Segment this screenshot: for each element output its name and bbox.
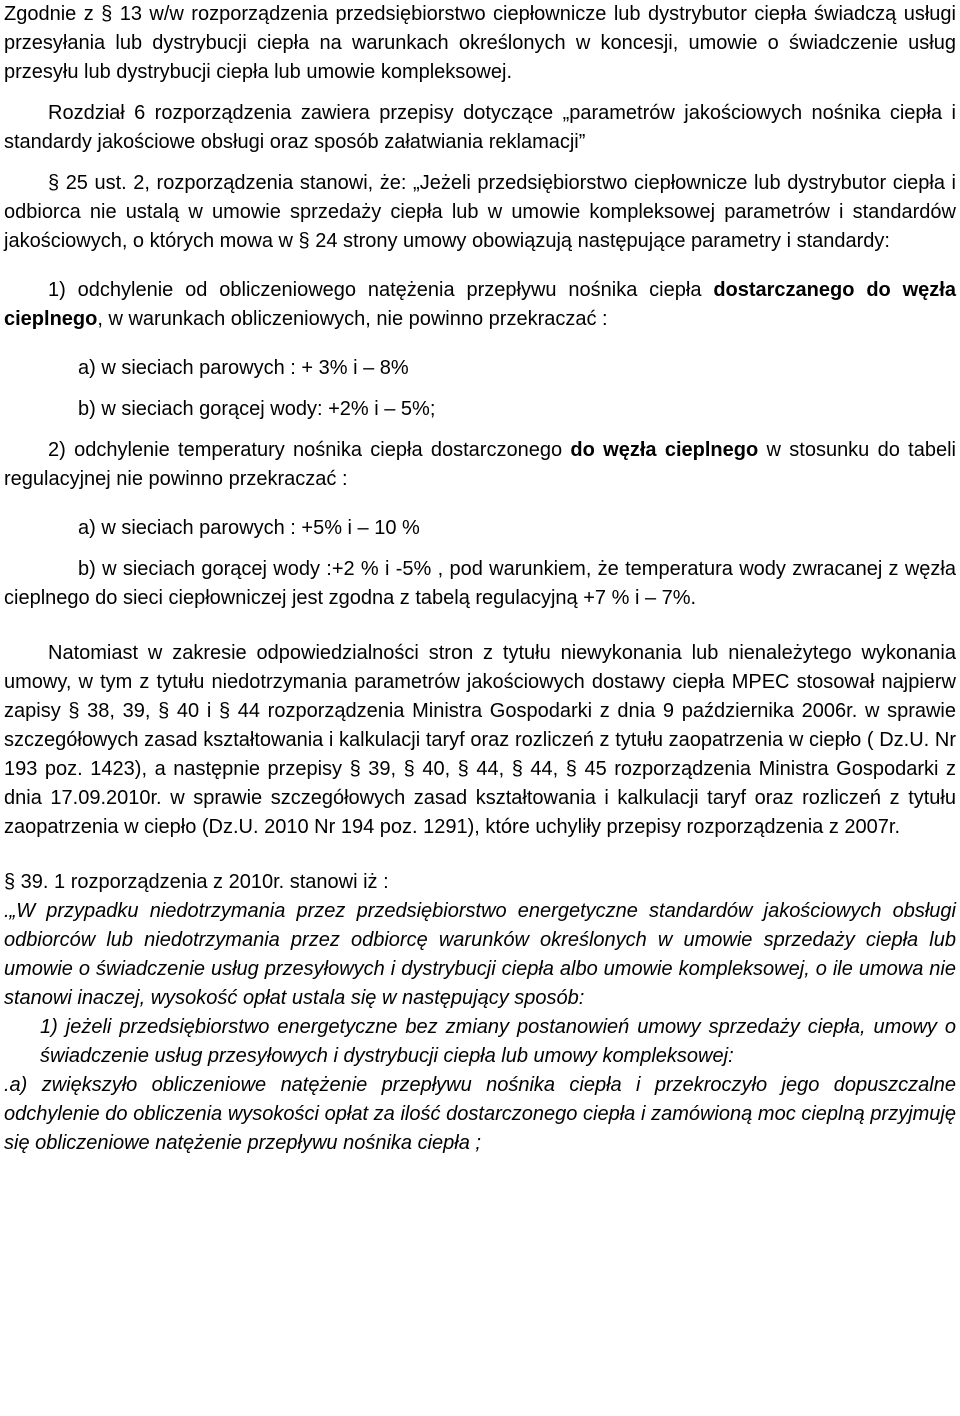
list-item-1a: a) w sieciach parowych : + 3% i – 8% (78, 357, 409, 379)
list-item-1-text-cont: , w warunkach obliczeniowych, nie powinno przekraczać : (97, 308, 608, 330)
paragraph-koncesja: Zgodnie z § 13 w/w rozporządzenia przedsiębiorstwo ciepłownicze lub dystrybutor ciepła świadczą usługi przesyłania lub dystrybucji ciepła na warunkach określonych w koncesji, umowie o świadczenie usług przesyłu lub dystrybucji ciepła lub umowie kompleksowej. (4, 3, 956, 83)
list-item-2b: b) w sieciach gorącej wody :+2 % i -5% , pod warunkiem, że temperatura wody zwracanej z węzła cieplnego do sieci ciepłowniczej jest zgodna z tabelą regulacyjną +7 % i – 7%. (4, 558, 956, 609)
quote-item-1: 1) jeżeli przedsiębiorstwo energetyczne bez zmiany postanowień umowy sprzedaży ciepła, umowy o świadczenie usług przesyłowych i dystrybucji ciepła lub umowy kompleksowej: (40, 1016, 956, 1067)
paragraph-par-39: § 39. 1 rozporządzenia z 2010r. stanowi iż : (4, 871, 389, 893)
paragraph-par-25: § 25 ust. 2, rozporządzenia stanowi, że: „Jeżeli przedsiębiorstwo ciepłownicze lub dystrybutor ciepła i odbiorca nie ustalą w umowie sprzedaży ciepła lub w umowie kompleksowej parametrów i standardów jakościowych, o których mowa w § 24 strony umowy obowiązują następujące parametry i standardy: (4, 172, 956, 252)
paragraph-rozdzial-6: Rozdział 6 rozporządzenia zawiera przepisy dotyczące „parametrów jakościowych nośnika ciepła i standardy jakościowe obsługi oraz sposób załatwiania reklamacji” (4, 102, 956, 153)
list-item-1-bold: dostarczanego do węzła cieplnego (4, 279, 956, 330)
list-item-2-text: 2) odchylenie temperatury nośnika ciepła dostarczonego (48, 439, 571, 461)
paragraph-odpowiedzialnosc: Natomiast w zakresie odpowiedzialności stron z tytułu niewykonania lub nienależytego wykonania umowy, w tym z tytułu niedotrzymania parametrów jakościowych dostawy ciepła MPEC stosował najpierw zapisy § 38, 39, § 40 i § 44 rozporządzenia Ministra Gospodarki z dnia 9 października 2006r. w sprawie szczegółowych zasad kształtowania i kalkulacji taryf oraz rozliczeń z tytułu zaopatrzenia w ciepło ( Dz.U. Nr 193 poz. 1423), a następnie przepisy § 39, § 40, § 44, § 44, § 45 rozporządzenia Ministra Gospodarki z dnia 17.09.2010r. w sprawie szczegółowych zasad kształtowania i kalkulacji taryf oraz rozliczeń z tytułu zaopatrzenia w ciepło (Dz.U. 2010 Nr 194 poz. 1291), które uchyliły przepisy rozporządzenia z 2007r. (4, 642, 956, 838)
list-item-2-text-cont: w stosunku do tabeli regulacyjnej nie powinno przekraczać : (4, 439, 956, 490)
paragraph-quote: .„W przypadku niedotrzymania przez przedsiębiorstwo energetyczne standardów jakościowych obsługi odbiorców lub niedotrzymania przez odbiorcę warunków określonych w umowie sprzedaży ciepła lub umowie o świadczenie usług przesyłowych i dystrybucji ciepła albo umowie kompleksowej, o ile umowa nie stanowi inaczej, wysokość opłat ustala się w następujący sposób: (4, 900, 956, 1009)
list-item-2a: a) w sieciach parowych : +5% i – 10 % (78, 517, 420, 539)
list-item-1-text: 1) odchylenie od obliczeniowego natężenia przepływu nośnika ciepła (48, 279, 714, 301)
quote-item-1a: .a) zwiększyło obliczeniowe natężenie przepływu nośnika ciepła i przekroczyło jego dopuszczalne odchylenie do obliczenia wysokości opłat za ilość dostarczonego ciepła i zamówioną moc cieplną przyjmuję się obliczeniowe natężenie przepływu nośnika ciepła ; (4, 1074, 956, 1154)
list-item-1 (4, 276, 956, 334)
list-item-2-bold: do węzła cieplnego (570, 439, 759, 461)
list-item-1b: b) w sieciach gorącej wody: +2% i – 5%; (78, 398, 436, 420)
list-item-2 (4, 436, 956, 494)
